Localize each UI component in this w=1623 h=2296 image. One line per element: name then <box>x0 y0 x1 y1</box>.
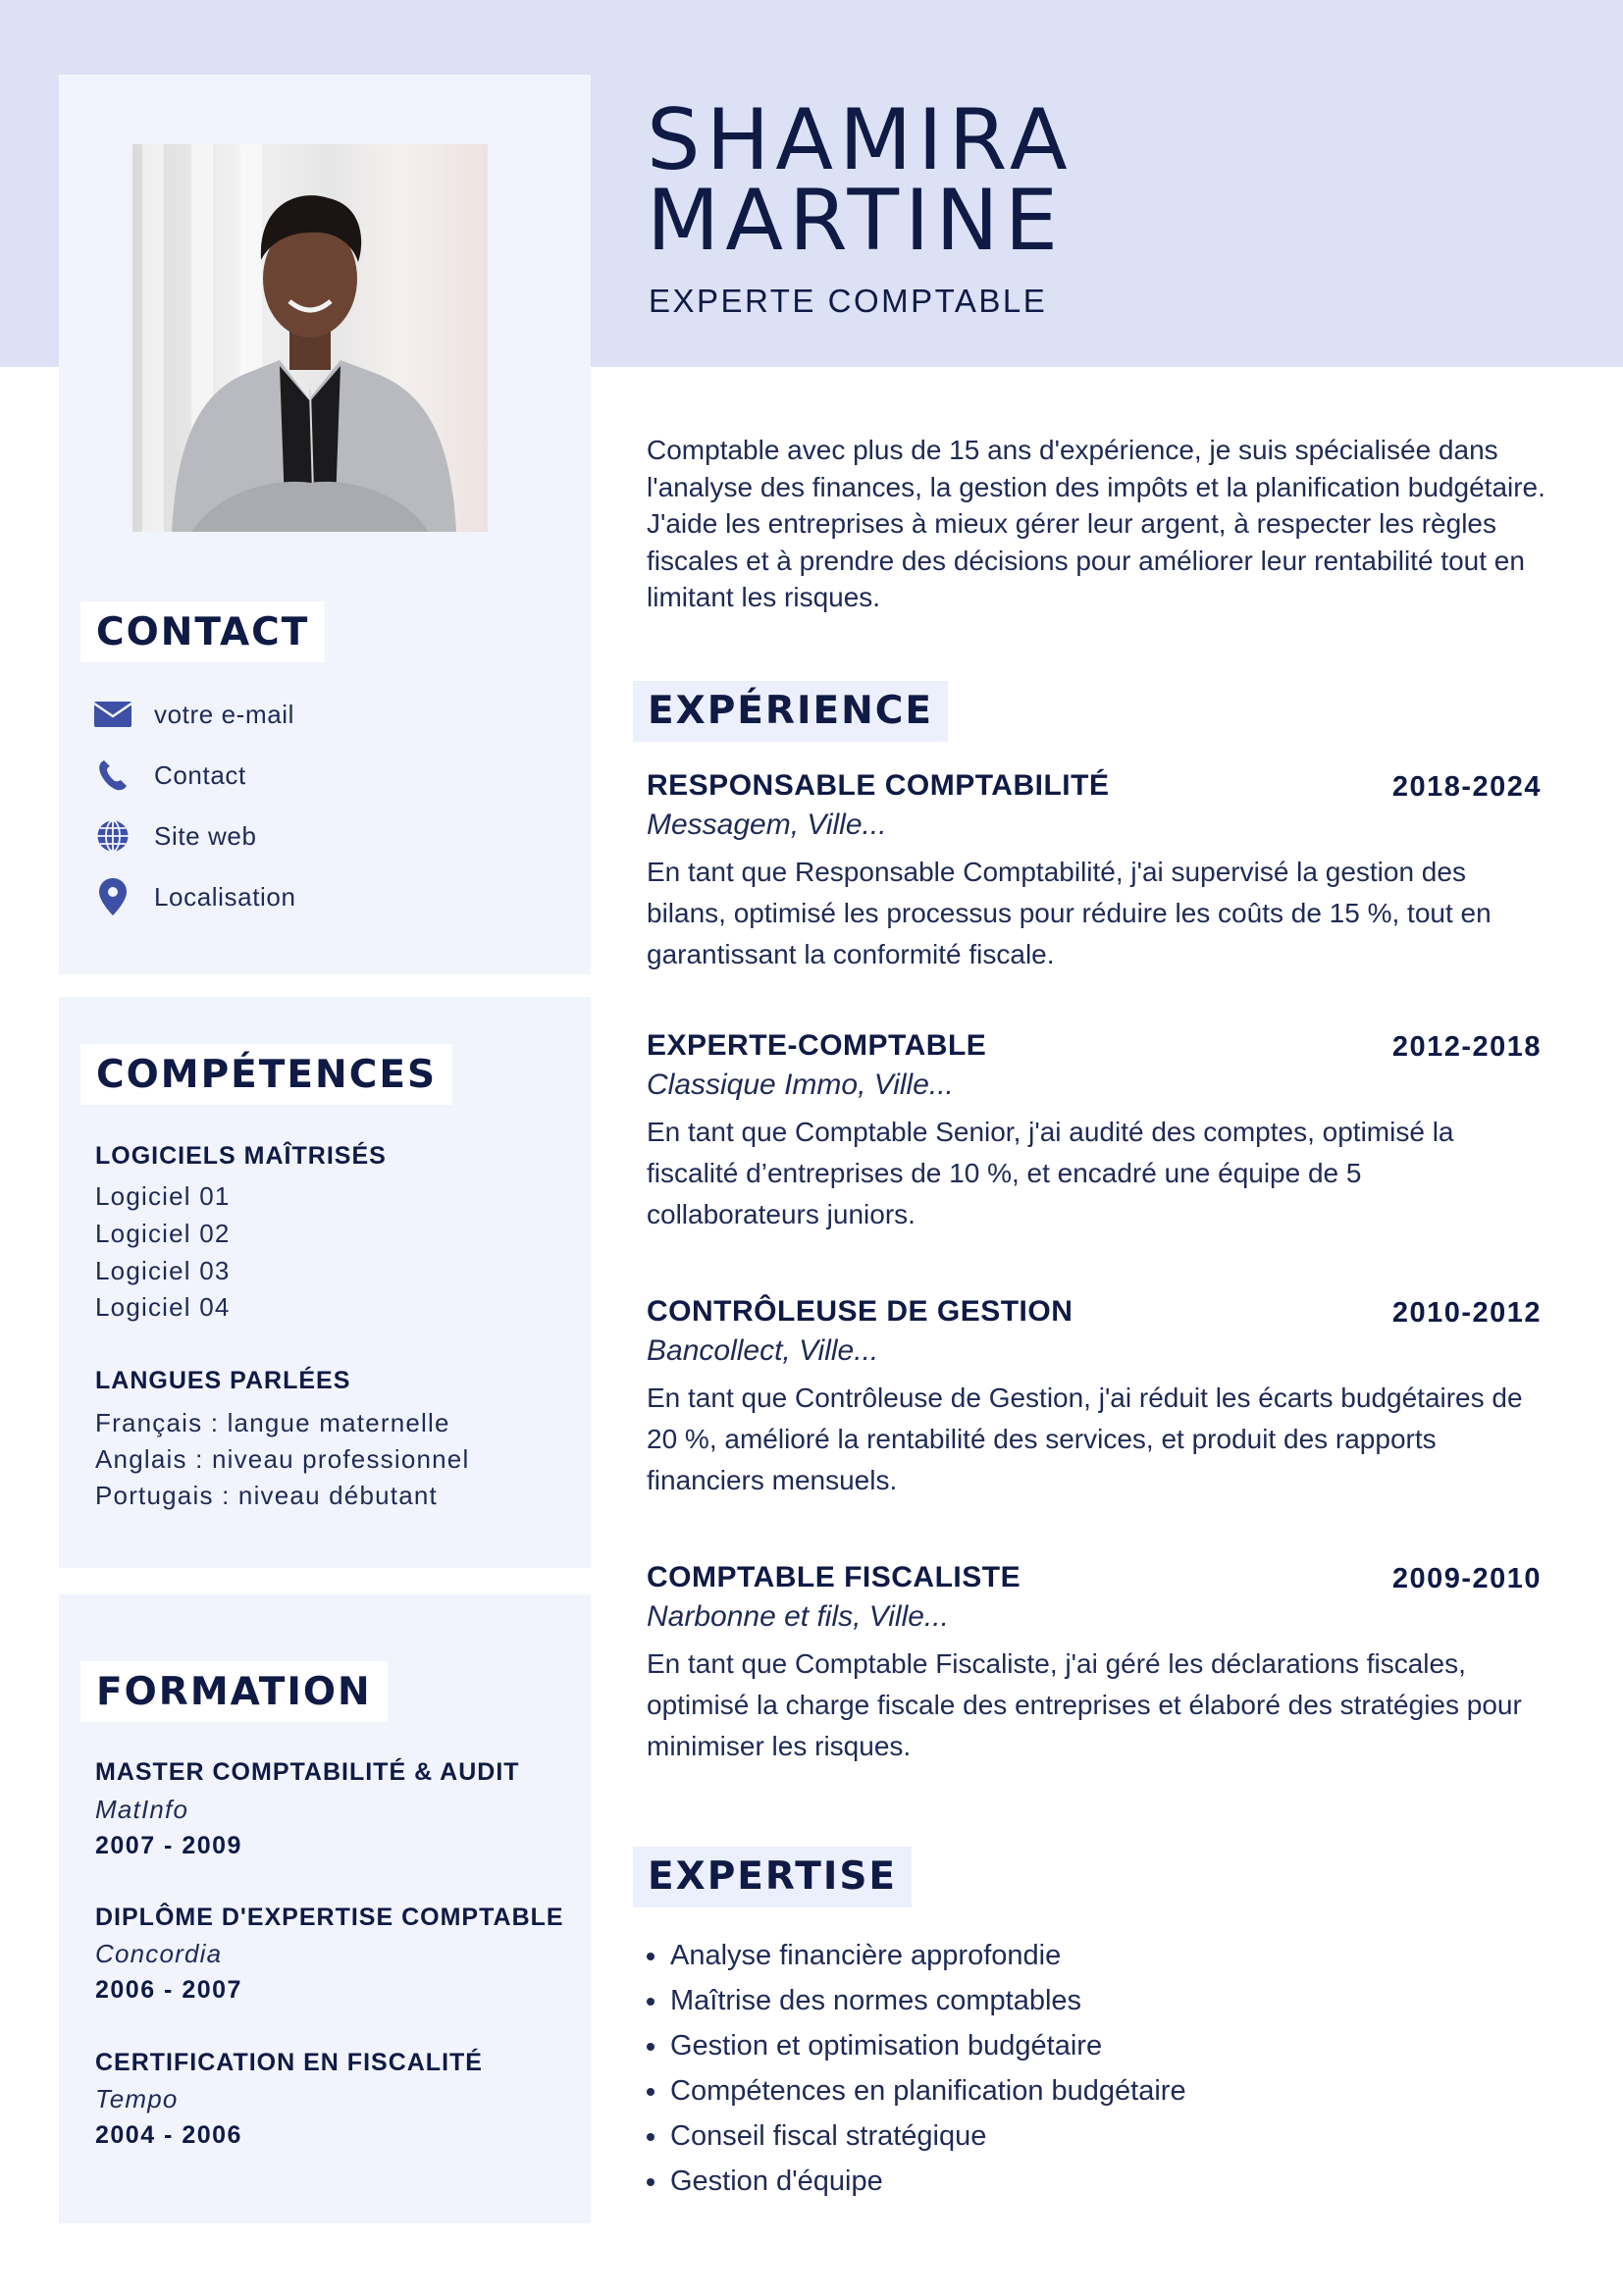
job-company: Bancollect, Ville... <box>647 1334 879 1367</box>
expertise-item: Compétences en planification budgétaire <box>647 2068 1186 2113</box>
last-name: MARTINE <box>647 172 1065 270</box>
job-entry <box>647 1561 1542 1767</box>
contact-website-text: Site web <box>154 820 257 851</box>
job-company: Classique Immo, Ville... <box>647 1069 954 1101</box>
software-item: Logiciel 04 <box>95 1292 231 1322</box>
languages-title: LANGUES PARLÉES <box>95 1367 351 1394</box>
expertise-list <box>647 1933 1186 2204</box>
phone-icon <box>94 757 131 794</box>
contact-phone-row[interactable] <box>94 756 246 795</box>
contact-location-text: Localisation <box>154 881 296 912</box>
expertise-item: Gestion et optimisation budgétaire <box>647 2023 1186 2068</box>
formation-years: 2007 - 2009 <box>95 1832 242 1859</box>
job-entry <box>647 769 1542 975</box>
job-description: En tant que Comptable Senior, j'ai audité des comptes, optimisé la fiscalité d’entreprises de 10 %, et encadré une équipe de 5 collaborateurs juniors. <box>647 1117 1454 1229</box>
profile-summary: Comptable avec plus de 15 ans d'expérience, je suis spécialisée dans l'analyse des finances, la gestion des impôts et la planification budgétaire. J'aide les entreprises à mieux gérer leur argent, à respecter les règles fiscales et à prendre des décisions pour améliorer leur rentabilité tout en limitant les risques. <box>647 435 1545 612</box>
formation-title: DIPLÔME D'EXPERTISE COMPTABLE <box>95 1904 564 1931</box>
formation-years: 2006 - 2007 <box>95 1976 242 2004</box>
skills-heading: COMPÉTENCES <box>80 1044 452 1105</box>
expertise-item: Maîtrise des normes comptables <box>647 1978 1186 2023</box>
software-item: Logiciel 02 <box>95 1219 231 1248</box>
formation-title: CERTIFICATION EN FISCALITÉ <box>95 2049 483 2076</box>
job-years: 2012-2018 <box>1391 1031 1542 1063</box>
job-role: RESPONSABLE COMPTABILITÉ <box>647 769 1110 802</box>
language-item: Anglais : niveau professionnel <box>95 1444 470 1474</box>
contact-heading: CONTACT <box>80 601 325 662</box>
job-years: 2018-2024 <box>1391 771 1542 803</box>
expertise-heading: EXPERTISE <box>633 1847 912 1907</box>
formation-years: 2004 - 2006 <box>95 2121 242 2149</box>
language-item: Portugais : niveau débutant <box>95 1481 438 1510</box>
expertise-item: Analyse financière approfondie <box>647 1933 1186 1978</box>
formation-heading: FORMATION <box>80 1661 388 1722</box>
language-item: Français : langue maternelle <box>95 1408 450 1437</box>
job-role: EXPERTE-COMPTABLE <box>647 1029 987 1062</box>
formation-school: Concordia <box>95 1939 223 1968</box>
software-title: LOGICIELS MAÎTRISÉS <box>95 1142 387 1170</box>
formation-school: Tempo <box>95 2084 179 2113</box>
job-title: EXPERTE COMPTABLE <box>649 283 1048 319</box>
first-name: SHAMIRA <box>647 91 1073 189</box>
job-description: En tant que Comptable Fiscaliste, j'ai géré les déclarations fiscales, optimisé la charge fiscale des entreprises et élaboré des stratégies pour minimiser les risques. <box>647 1648 1522 1761</box>
formation-title: MASTER COMPTABILITÉ & AUDIT <box>95 1758 520 1786</box>
job-years: 2010-2012 <box>1391 1297 1542 1329</box>
location-pin-icon <box>94 878 131 915</box>
contact-email-row[interactable] <box>94 695 295 734</box>
software-item: Logiciel 01 <box>95 1181 231 1211</box>
envelope-icon <box>94 696 131 733</box>
experience-heading: EXPÉRIENCE <box>633 681 948 742</box>
job-entry <box>647 1029 1542 1235</box>
formation-school: MatInfo <box>95 1795 189 1824</box>
job-years: 2009-2010 <box>1391 1563 1542 1594</box>
expertise-item: Conseil fiscal stratégique <box>647 2113 1186 2159</box>
job-entry <box>647 1295 1542 1501</box>
profile-photo <box>132 144 488 532</box>
job-role: CONTRÔLEUSE DE GESTION <box>647 1295 1073 1328</box>
job-company: Messagem, Ville... <box>647 809 887 841</box>
contact-phone-text: Contact <box>154 759 246 790</box>
job-role: COMPTABLE FISCALISTE <box>647 1561 1021 1593</box>
contact-email-text: votre e-mail <box>154 699 295 729</box>
job-description: En tant que Contrôleuse de Gestion, j'ai réduit les écarts budgétaires de 20 %, amélioré la rentabilité des services, et produit des rapports financiers mensuels. <box>647 1383 1523 1495</box>
contact-website-row[interactable] <box>94 816 257 856</box>
contact-location-row[interactable] <box>94 877 296 916</box>
job-company: Narbonne et fils, Ville... <box>647 1600 949 1633</box>
expertise-item: Gestion d'équipe <box>647 2159 1186 2204</box>
software-item: Logiciel 03 <box>95 1256 231 1285</box>
job-description: En tant que Responsable Comptabilité, j'ai supervisé la gestion des bilans, optimisé les processus pour réduire les coûts de 15 %, tout en garantissant la conformité fiscale. <box>647 857 1492 969</box>
globe-icon <box>94 817 131 855</box>
